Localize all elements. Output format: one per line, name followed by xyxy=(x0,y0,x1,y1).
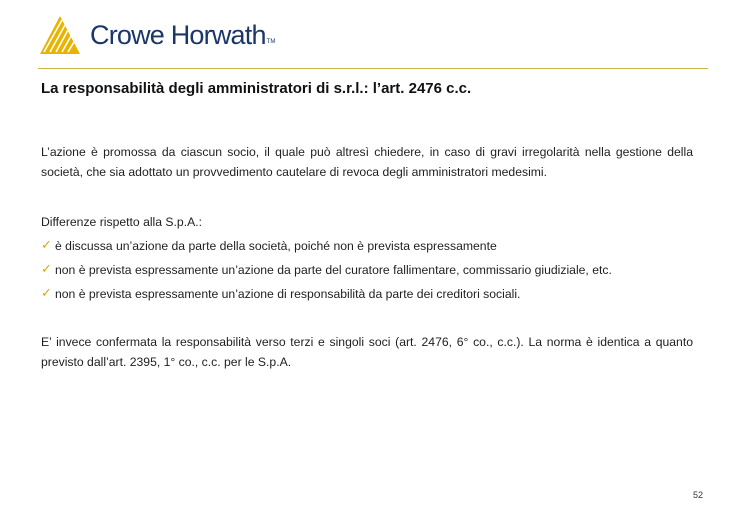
paragraph-liability: E’ invece confermata la responsabilità verso terzi e singoli soci (art. 2476, 6° co., c.c.). La norma è identica a quanto previsto dall’art. 2395, 1° co., c.c. per le S.p.A. xyxy=(41,335,693,369)
list-item xyxy=(41,236,693,256)
slide-title: La responsabilità degli amministratori di s.r.l.: l’art. 2476 c.c. xyxy=(41,80,472,97)
check-icon: ✓ xyxy=(41,262,52,277)
list-item xyxy=(41,284,693,304)
logo-wordmark: Crowe Horwath xyxy=(90,20,266,50)
differences-list xyxy=(41,236,693,304)
check-icon: ✓ xyxy=(41,238,52,253)
differences-heading: Differenze rispetto alla S.p.A.: xyxy=(41,215,203,229)
logo-trademark: TM xyxy=(266,39,276,45)
list-item-text: è discussa un’azione da parte della società, poiché non è prevista espressamente xyxy=(55,239,497,253)
list-item-text: non è prevista espressamente un’azione di responsabilità da parte dei creditori sociali. xyxy=(55,287,521,301)
crowe-logo-icon xyxy=(38,14,82,56)
list-item-text: non è prevista espressamente un’azione da parte del curatore fallimentare, commissario giudiziale, etc. xyxy=(55,263,612,277)
paragraph-action: L’azione è promossa da ciascun socio, il quale può altresì chiedere, in caso di gravi irregolarità nella gestione della società, che sia adottato un provvedimento cautelare di revoca degli amministratori medesimi. xyxy=(41,145,693,179)
slide-body xyxy=(41,142,693,372)
page-number: 52 xyxy=(692,490,703,500)
company-logo xyxy=(38,14,275,56)
list-item xyxy=(41,260,693,280)
check-icon: ✓ xyxy=(41,286,52,301)
header-divider xyxy=(38,68,708,69)
